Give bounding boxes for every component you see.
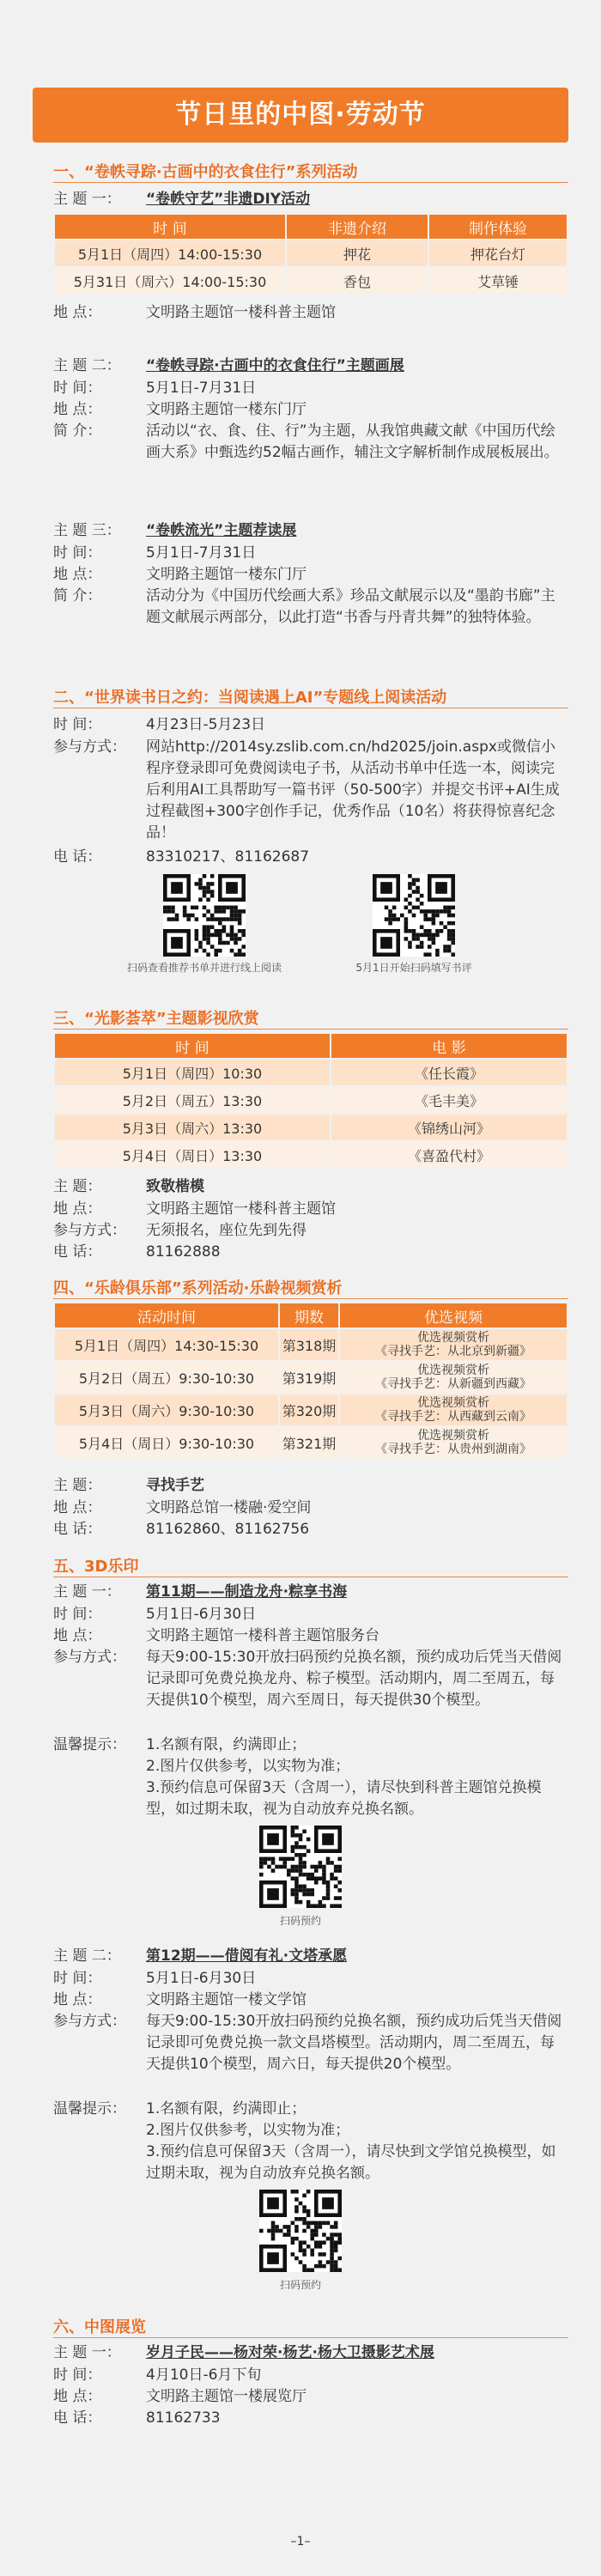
label: 简 介： [53, 422, 102, 440]
section-4-heading: 四、“乐龄俱乐部”系列活动·乐龄视频赏析 [53, 1279, 343, 1297]
table-cell: 押花台灯 [428, 240, 568, 267]
phone-value: 81162860、81162756 [146, 1521, 310, 1538]
table-cell [339, 1394, 568, 1426]
theme-name: “卷帙守艺”非遗DIY活动 [146, 191, 311, 208]
tips-list [146, 2099, 568, 2184]
table-cell: 5月3日（周六）9:30-10:30 [54, 1394, 279, 1426]
table-row [54, 1086, 568, 1114]
section-5-heading: 五、3D乐印 [53, 1558, 139, 1576]
label: 主 题： [53, 1477, 102, 1494]
intro-text: 活动以“衣、食、住、行”为主题，从我馆典藏文献《中国历代绘画大系》中甄选约52幅古画作，辅注文字解析制作成展板展出。 [146, 422, 559, 461]
table-cell: 5月4日（周日）13:30 [54, 1141, 331, 1169]
time-value: 5月1日-7月31日 [146, 380, 257, 397]
label: 地 点： [53, 2388, 102, 2405]
qr-code-icon [163, 874, 246, 957]
venue-value: 文明路主题馆一楼东门厅 [146, 401, 307, 418]
label: 主 题 三： [53, 522, 121, 539]
table-cell: 《喜盈代村》 [331, 1141, 568, 1169]
tips-list [146, 1735, 568, 1820]
table-row [54, 240, 568, 267]
table-row [54, 1059, 568, 1086]
s1-t3-intro [53, 586, 568, 650]
qr-code[interactable] [259, 2190, 342, 2272]
qr-caption: 5月1日开始扫码填写书评 [355, 962, 472, 974]
table-row [54, 1426, 568, 1459]
table-cell [339, 1328, 568, 1361]
phone-value: 81162733 [146, 2409, 221, 2427]
theme-name: 第11期——制造龙舟·粽享书海 [146, 1583, 348, 1601]
s5-t1-tips [53, 1735, 568, 1820]
venue-value: 文明路主题馆一楼科普主题馆 [146, 304, 336, 321]
tip-item: 2.图片仅供参考，以实物为准； [146, 2122, 350, 2139]
video-title: 《寻找手艺：从新疆到西藏》 [375, 1377, 531, 1391]
qr-code-icon [259, 1826, 342, 1908]
video-label: 优选视频赏析 [417, 1331, 489, 1345]
label: 地 点： [53, 1499, 102, 1516]
s1-t2-intro [53, 421, 568, 485]
label: 主 题 一： [53, 1583, 121, 1601]
s5-t2-method [53, 2011, 568, 2097]
theme-name: 寻找手艺 [146, 1477, 204, 1494]
tip-item: 3.预约信息可保留3天（含周一），请尽快到文学馆兑换模型，如过期未取，视为自动放弃兑换名额。 [146, 2143, 556, 2182]
table-row [54, 1361, 568, 1394]
intro-text: 活动分为《中国历代绘画大系》珍品文献展示以及“墨韵书廊”主题文献展示两部分，以此打造“书香与丹青共舞”的独特体验。 [146, 587, 555, 626]
table-row [54, 1328, 568, 1361]
table-cell: 5月2日（周五）13:30 [54, 1086, 331, 1114]
s5-t2-tips [53, 2099, 568, 2184]
label: 地 点： [53, 401, 102, 418]
table-header: 优选视频 [339, 1303, 568, 1328]
time-value: 5月1日-7月31日 [146, 544, 257, 562]
venue-value: 文明路主题馆一楼文学馆 [146, 1991, 307, 2008]
table-cell: 第321期 [279, 1426, 339, 1459]
time-value: 5月1日-6月30日 [146, 1970, 257, 1987]
venue-value: 文明路总馆一楼融·爱空间 [146, 1499, 312, 1516]
label: 地 点： [53, 566, 102, 583]
tip-item: 1.名额有限，约满即止； [146, 1736, 307, 1753]
table-cell: 《任长霞》 [331, 1059, 568, 1086]
label: 温馨提示： [53, 1736, 126, 1753]
table-cell: 5月1日（周四）10:30 [54, 1059, 331, 1086]
s5-t1-method [53, 1647, 568, 1733]
table-row [54, 267, 568, 295]
time-value: 5月1日-6月30日 [146, 1606, 257, 1623]
time-value: 4月10日-6月下旬 [146, 2366, 262, 2384]
theme-name: 岁月子民——杨对荣·杨艺·杨大卫摄影艺术展 [146, 2344, 434, 2361]
label: 参与方式： [53, 2013, 126, 2030]
tip-item: 2.图片仅供参考，以实物为准； [146, 1758, 350, 1775]
table-row [54, 1114, 568, 1141]
theme-name: “卷帙流光”主题荐读展 [146, 522, 297, 539]
label: 参与方式： [53, 738, 126, 756]
label: 时 间： [53, 716, 102, 733]
table-cell: 第320期 [279, 1394, 339, 1426]
venue-value: 文明路主题馆一楼科普主题馆服务台 [146, 1627, 379, 1644]
label: 主 题 一： [53, 2344, 121, 2361]
table-cell: 《毛丰美》 [331, 1086, 568, 1114]
label: 主 题 二： [53, 1947, 121, 1965]
label: 地 点： [53, 1627, 102, 1644]
label: 电 话： [53, 2409, 102, 2427]
table-header: 时 间 [54, 214, 286, 240]
qr-caption: 扫码预约 [279, 1915, 321, 1927]
venue-value: 文明路主题馆一楼科普主题馆 [146, 1200, 336, 1218]
method-text: 网站http://2014sy.zslib.com.cn/hd2025/join.aspx或微信小程序登录即可免费阅读电子书，从活动书单中任选一本，阅读完后利用AI工具帮助写一篇书评（50-500字）并提交书评+AI生成过程截图+300字创作手记，优秀作品（10名）将获得惊喜纪念品！ [146, 738, 560, 841]
section-divider [53, 182, 568, 183]
label: 时 间： [53, 2366, 102, 2384]
table-cell: 5月1日（周四）14:00-15:30 [54, 240, 286, 267]
page-number: –1– [290, 2535, 311, 2549]
table-cell: 艾草锤 [428, 267, 568, 295]
section-divider [53, 1298, 568, 1299]
table-cell [339, 1361, 568, 1394]
label: 时 间： [53, 380, 102, 397]
table-header: 活动时间 [54, 1303, 279, 1328]
s2-method [53, 737, 568, 844]
qr-code[interactable] [163, 874, 246, 957]
phone-value: 83310217、81162687 [146, 848, 310, 866]
section-divider [53, 1029, 568, 1030]
table-cell: 5月4日（周日）9:30-10:30 [54, 1426, 279, 1459]
label: 主 题： [53, 1178, 102, 1195]
label: 时 间： [53, 544, 102, 562]
qr-code[interactable] [373, 874, 455, 957]
label: 电 话： [53, 848, 102, 866]
tip-item: 3.预约信息可保留3天（含周一），请尽快到科普主题馆兑换模型，如过期未取，视为自动放弃兑换名额。 [146, 1779, 542, 1818]
film-schedule-table [53, 1032, 568, 1170]
page-title: 节日里的中图·劳动节 [33, 88, 568, 143]
video-label: 优选视频赏析 [417, 1396, 489, 1410]
table-header: 时 间 [54, 1033, 331, 1059]
qr-code-icon [259, 2190, 342, 2272]
venue-value: 文明路主题馆一楼东门厅 [146, 566, 307, 583]
label: 主 题 一： [53, 191, 121, 208]
section-1-heading: 一、“卷帙寻踪·古画中的衣食住行”系列活动 [53, 163, 358, 181]
label: 主 题 二： [53, 357, 121, 374]
video-title: 《寻找手艺：从贵州到湖南》 [375, 1443, 531, 1456]
section-6-heading: 六、中图展览 [53, 2318, 146, 2336]
table-row [54, 1394, 568, 1426]
section-2-heading: 二、“世界读书日之约：当阅读遇上AI”专题线上阅读活动 [53, 689, 447, 707]
method-text: 无须报名，座位先到先得 [146, 1222, 307, 1239]
table-cell: 5月2日（周五）9:30-10:30 [54, 1361, 279, 1394]
video-title: 《寻找手艺：从西藏到云南》 [375, 1410, 531, 1424]
label: 地 点： [53, 1991, 102, 2008]
table-row [54, 1141, 568, 1169]
time-value: 4月23日-5月23日 [146, 716, 266, 733]
table-header: 制作体验 [428, 214, 568, 240]
video-label: 优选视频赏析 [417, 1429, 489, 1443]
table-cell: 第318期 [279, 1328, 339, 1361]
table-header: 电 影 [331, 1033, 568, 1059]
theme-name: 第12期——借阅有礼·文塔承愿 [146, 1947, 348, 1965]
table-cell: 押花 [286, 240, 428, 267]
table-cell [339, 1426, 568, 1459]
label: 地 点： [53, 1200, 102, 1218]
table-cell: 5月31日（周六）14:00-15:30 [54, 267, 286, 295]
venue-value: 文明路主题馆一楼展览厅 [146, 2388, 307, 2405]
table-cell: 香包 [286, 267, 428, 295]
section-3-heading: 三、“光影荟萃”主题影视欣赏 [53, 1010, 259, 1028]
table-cell: 5月3日（周六）13:30 [54, 1114, 331, 1141]
label: 地 点： [53, 304, 102, 321]
theme-name: 致敬楷模 [146, 1178, 204, 1195]
video-schedule-table [53, 1302, 568, 1460]
label: 温馨提示： [53, 2100, 126, 2117]
qr-caption: 扫码查看推荐书单并进行线上阅读 [126, 962, 282, 974]
label: 参与方式： [53, 1222, 126, 1239]
phone-value: 81162888 [146, 1243, 221, 1261]
method-text: 每天9:00-15:30开放扫码预约兑换名额，预约成功后凭当天借阅记录即可免费兑换一款文昌塔模型。活动期内，周二至周五，每天提供10个模型，周六日，每天提供20个模型。 [146, 2013, 562, 2073]
table-cell: 第319期 [279, 1361, 339, 1394]
label: 时 间： [53, 1606, 102, 1623]
diy-schedule-table [53, 213, 568, 295]
label: 电 话： [53, 1521, 102, 1538]
label: 时 间： [53, 1970, 102, 1987]
table-header: 非遗介绍 [286, 214, 428, 240]
label: 参与方式： [53, 1649, 126, 1666]
label: 简 介： [53, 587, 102, 605]
qr-code-icon [373, 874, 455, 957]
qr-code[interactable] [259, 1826, 342, 1908]
table-header: 期数 [279, 1303, 339, 1328]
qr-caption: 扫码预约 [279, 2279, 321, 2291]
table-cell: 5月1日（周四）14:30-15:30 [54, 1328, 279, 1361]
label: 电 话： [53, 1243, 102, 1261]
theme-name: “卷帙寻踪·古画中的衣食住行”主题画展 [146, 357, 404, 374]
table-cell: 《锦绣山河》 [331, 1114, 568, 1141]
section-divider [53, 2337, 568, 2338]
video-title: 《寻找手艺：从北京到新疆》 [375, 1345, 531, 1358]
method-text: 每天9:00-15:30开放扫码预约兑换名额，预约成功后凭当天借阅记录即可免费兑换龙舟、粽子模型。活动期内，周二至周五，每天提供10个模型，周六至周日，每天提供30个模型。 [146, 1649, 562, 1709]
video-label: 优选视频赏析 [417, 1364, 489, 1377]
tip-item: 1.名额有限，约满即止； [146, 2100, 307, 2117]
